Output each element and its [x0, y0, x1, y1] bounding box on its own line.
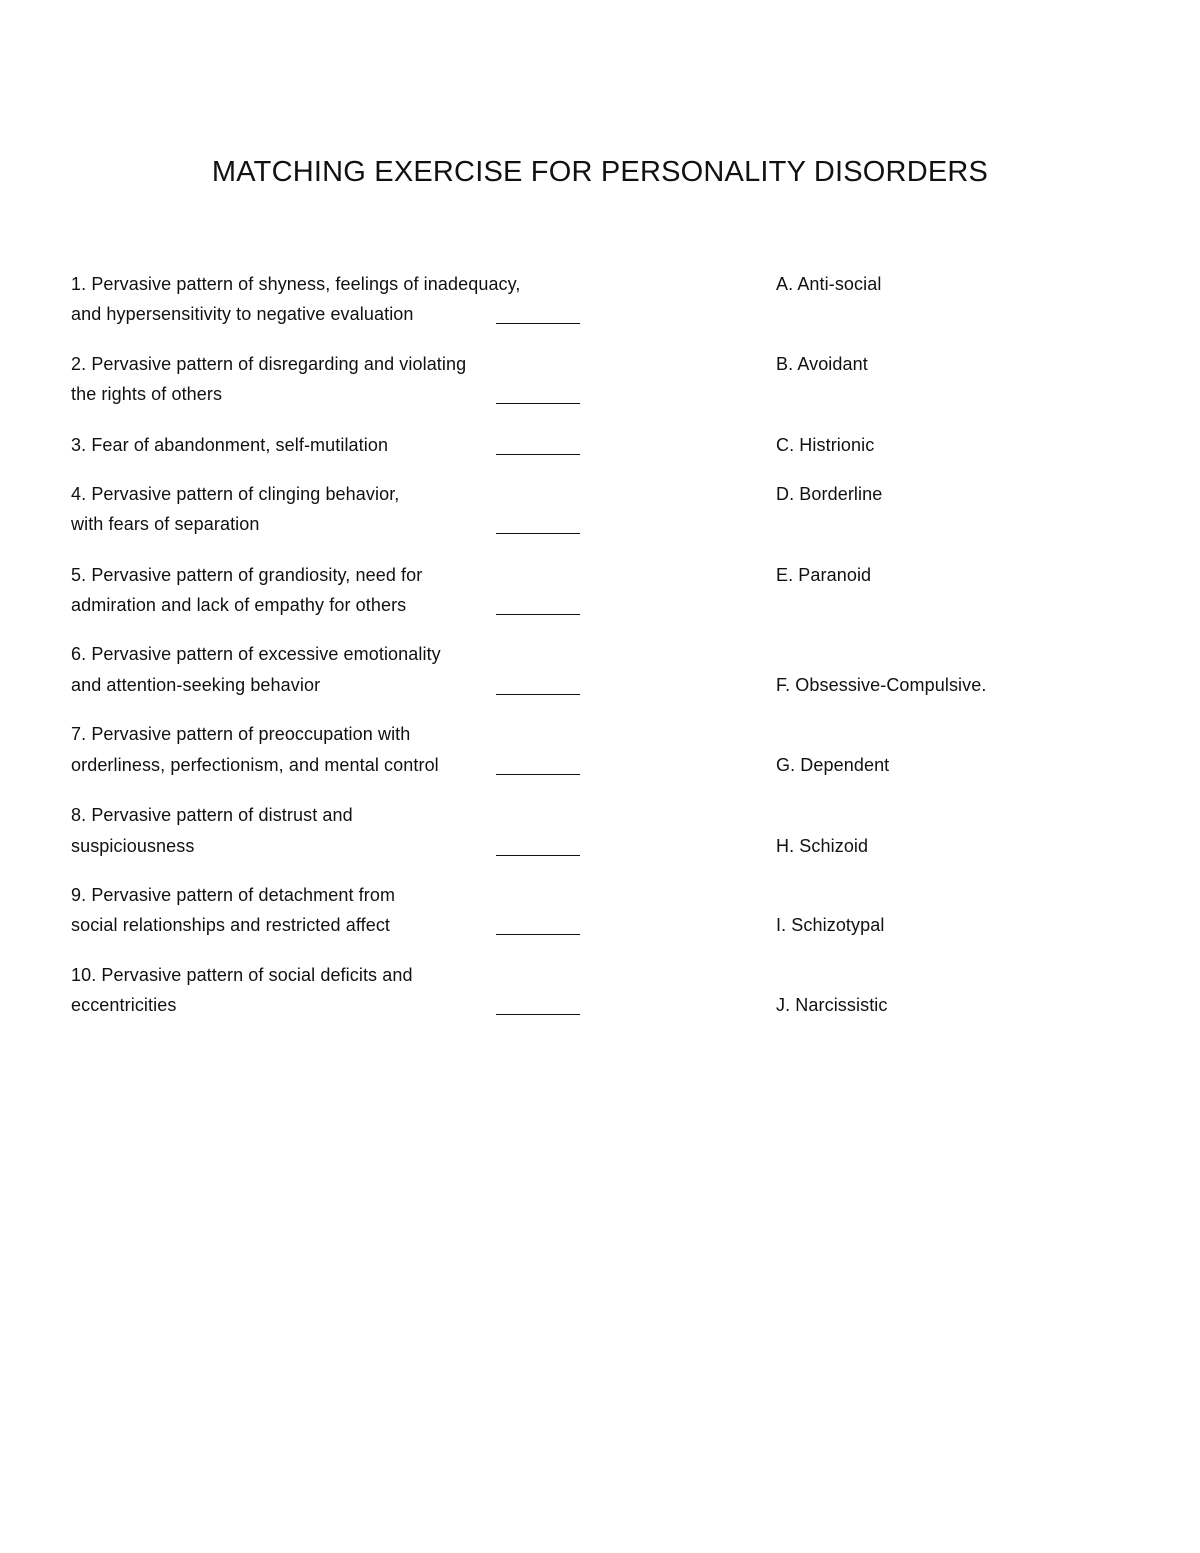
item-3-answer-blank[interactable]: [496, 454, 580, 455]
item-8-text-line-2: suspiciousness: [71, 836, 195, 856]
choice-a: A. Anti-social: [776, 274, 882, 294]
item-5-answer-blank[interactable]: [496, 614, 580, 615]
choice-e: E. Paranoid: [776, 565, 872, 585]
item-2-text-line-2: the rights of others: [71, 384, 223, 404]
choice-b: B. Avoidant: [776, 354, 868, 374]
choice-f: F. Obsessive-Compulsive.: [776, 675, 987, 695]
choice-d: D. Borderline: [776, 484, 883, 504]
item-9-text-line-1: 9. Pervasive pattern of detachment from: [71, 885, 396, 905]
item-3-text-line-1: 3. Fear of abandonment, self-mutilation: [71, 435, 389, 455]
page-title: MATCHING EXERCISE FOR PERSONALITY DISORDERS: [211, 156, 989, 188]
item-8-answer-blank[interactable]: [496, 855, 580, 856]
item-5-text-line-2: admiration and lack of empathy for others: [71, 595, 407, 615]
item-9-text-line-2: social relationships and restricted affect: [71, 915, 391, 935]
item-4-text-line-2: with fears of separation: [71, 514, 260, 534]
item-4-answer-blank[interactable]: [496, 533, 580, 534]
item-10-text-line-1: 10. Pervasive pattern of social deficits and: [71, 965, 413, 985]
item-1-text-line-1: 1. Pervasive pattern of shyness, feelings of inadequacy,: [71, 274, 521, 294]
item-7-text-line-1: 7. Pervasive pattern of preoccupation with: [71, 724, 411, 744]
item-6-text-line-2: and attention-seeking behavior: [71, 675, 321, 695]
choice-g: G. Dependent: [776, 755, 890, 775]
item-2-text-line-1: 2. Pervasive pattern of disregarding and violating: [71, 354, 467, 374]
item-1-answer-blank[interactable]: [496, 323, 580, 324]
item-5-text-line-1: 5. Pervasive pattern of grandiosity, need for: [71, 565, 423, 585]
choice-j: J. Narcissistic: [776, 995, 888, 1015]
item-9-answer-blank[interactable]: [496, 934, 580, 935]
item-6-answer-blank[interactable]: [496, 694, 580, 695]
item-2-answer-blank[interactable]: [496, 403, 580, 404]
choice-h: H. Schizoid: [776, 836, 869, 856]
choice-c: C. Histrionic: [776, 435, 875, 455]
item-8-text-line-1: 8. Pervasive pattern of distrust and: [71, 805, 353, 825]
item-7-text-line-2: orderliness, perfectionism, and mental control: [71, 755, 439, 775]
item-1-text-line-2: and hypersensitivity to negative evaluation: [71, 304, 414, 324]
item-10-text-line-2: eccentricities: [71, 995, 177, 1015]
item-10-answer-blank[interactable]: [496, 1014, 580, 1015]
choice-i: I. Schizotypal: [776, 915, 885, 935]
item-4-text-line-1: 4. Pervasive pattern of clinging behavior,: [71, 484, 400, 504]
item-6-text-line-1: 6. Pervasive pattern of excessive emotionality: [71, 644, 441, 664]
item-7-answer-blank[interactable]: [496, 774, 580, 775]
